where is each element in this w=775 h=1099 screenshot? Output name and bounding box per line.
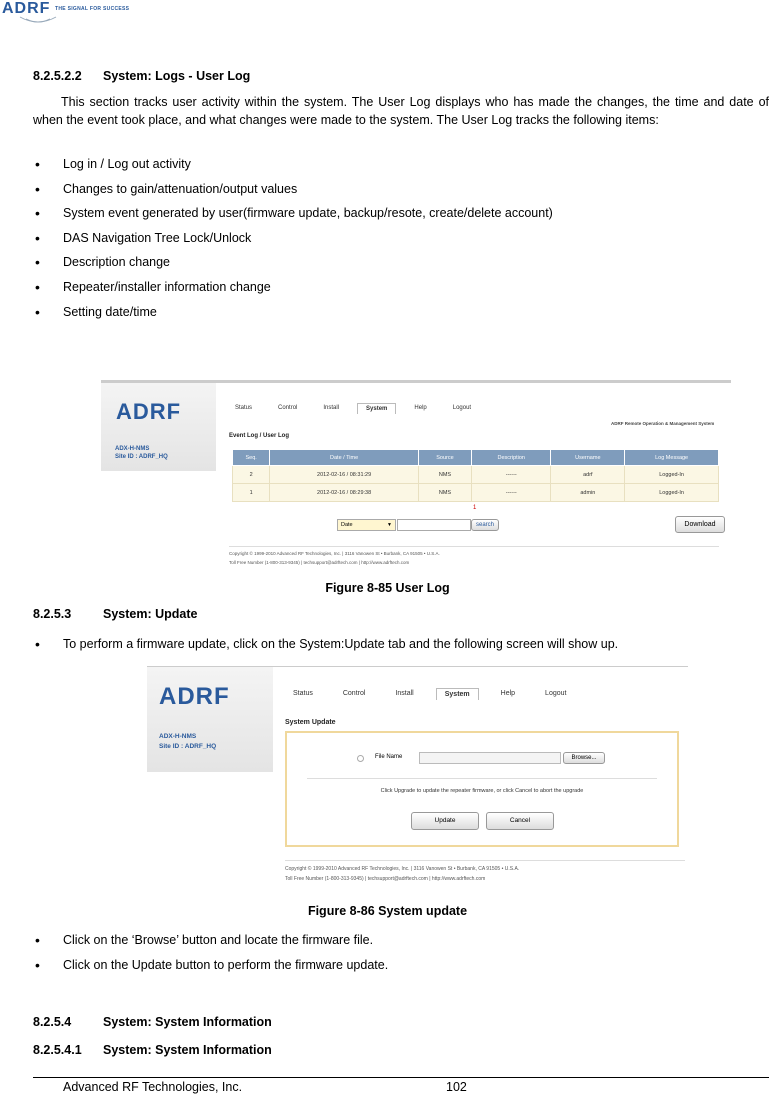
cell: NMS: [418, 484, 471, 502]
cell: Logged-In: [625, 484, 719, 502]
cell: ------: [472, 484, 551, 502]
cell: NMS: [418, 466, 471, 484]
company-logo: [0, 0, 130, 30]
logo-text: ADRF: [2, 0, 51, 17]
list-item: • DAS Navigation Tree Lock/Unlock: [33, 231, 769, 256]
list-item: • Repeater/installer information change: [33, 280, 769, 305]
nav-tabs: [285, 688, 588, 700]
list-item: • System event generated by user(firmware update, backup/resote, create/delete account): [33, 206, 769, 231]
column-header: Log Message: [625, 450, 719, 466]
tab-help[interactable]: Help: [500, 690, 516, 697]
section-heading: [33, 607, 197, 621]
column-header: Source: [418, 450, 471, 466]
column-header: Seq.: [233, 450, 270, 466]
section-number: 8.2.5.2.2: [33, 69, 82, 83]
site-name: ADX-H-NMS: [115, 446, 150, 452]
figure-caption: Figure 8-86 System update: [307, 904, 468, 918]
logo-tagline: THE SIGNAL FOR SUCCESS: [55, 6, 130, 12]
column-header: Description: [472, 450, 551, 466]
cell: adrf: [551, 466, 625, 484]
page-number: 102: [446, 1080, 467, 1094]
copyright-info: [229, 546, 719, 567]
update-button[interactable]: Update: [411, 812, 479, 830]
section-heading: [33, 1015, 272, 1029]
cancel-button[interactable]: Cancel: [486, 812, 554, 830]
divider: [307, 778, 657, 779]
search-button[interactable]: search: [471, 519, 499, 531]
system-name: ADRF Remote Operation & Management System: [611, 421, 715, 426]
copyright-text: Copyright © 1999-2010 Advanced RF Technologies, Inc. | 3116 Vanowen St • Burbank, CA 91505 • U.S.A.: [285, 866, 520, 872]
screenshot-logo: ADRF: [116, 399, 182, 424]
table-header: [233, 450, 719, 466]
screenshot-logo: ADRF: [159, 683, 230, 710]
cell: 2: [233, 466, 270, 484]
tab-logout[interactable]: Logout: [545, 690, 567, 697]
tab-control[interactable]: Control: [342, 690, 366, 697]
radio-icon[interactable]: [357, 755, 364, 762]
table-row: [233, 484, 719, 502]
section-heading: [33, 69, 250, 83]
list-item: • Setting date/time: [33, 305, 769, 330]
nav-tabs: [227, 403, 489, 414]
signal-arcs-icon: [18, 15, 58, 27]
update-instruction: Click Upgrade to update the repeater firmware, or click Cancel to abort the upgrade: [380, 788, 584, 794]
figure-caption: Figure 8-85 User Log: [325, 581, 450, 595]
update-instructions-list: [33, 933, 769, 982]
cell: 2012-02-16 / 08:29:38: [270, 484, 419, 502]
tracked-items-list: [33, 157, 769, 329]
list-item: • Click on the Update button to perform the firmware update.: [33, 958, 769, 983]
section-number: 8.2.5.4: [33, 1015, 72, 1029]
copyright-info: [285, 860, 685, 884]
tab-logout[interactable]: Logout: [452, 405, 472, 411]
tab-help[interactable]: Help: [414, 405, 427, 411]
browse-button[interactable]: Browse...: [563, 752, 605, 764]
user-log-table: [232, 449, 719, 502]
list-item: • Click on the ‘Browse’ button and locate the firmware file.: [33, 933, 769, 958]
section-title: System Update: [285, 719, 336, 726]
download-button[interactable]: Download: [675, 516, 725, 533]
tab-install[interactable]: Install: [323, 405, 340, 411]
tab-system[interactable]: System: [436, 688, 479, 700]
page-number-link[interactable]: 1: [473, 505, 477, 511]
tab-status[interactable]: Status: [235, 405, 253, 411]
section-title: Event Log / User Log: [229, 433, 290, 439]
section-paragraph: This section tracks user activity within the system. The User Log displays who has made the changes, the time and date of when the event took place, and what changes were made to the system. The User Log tracks the following items:: [33, 95, 769, 127]
site-name: ADX-H-NMS: [159, 733, 197, 740]
list-item: • To perform a firmware update, click on the System:Update tab and the following screen will show up.: [33, 637, 769, 662]
section-heading: [33, 1043, 272, 1057]
section-number: 8.2.5.4.1: [33, 1043, 82, 1057]
section-number: 8.2.5.3: [33, 607, 72, 621]
column-header: Username: [551, 450, 625, 466]
footer-divider: [33, 1077, 769, 1078]
section-title: System: System Information: [103, 1015, 272, 1029]
copyright-text: Copyright © 1999-2010 Advanced RF Technologies, Inc. | 3116 Vanowen St • Burbank, CA 91505 • U.S.A.: [229, 551, 440, 556]
user-log-screenshot: [101, 380, 731, 573]
filter-select[interactable]: [337, 519, 396, 531]
table-row: [233, 466, 719, 484]
cell: 2012-02-16 / 08:31:29: [270, 466, 419, 484]
section-title: System: Update: [103, 607, 198, 621]
contact-text: Toll Free Number (1-800-313-9345) | techsupport@adrftech.com | http://www.adrftech.com: [285, 876, 486, 882]
tab-system[interactable]: System: [357, 403, 396, 414]
section-title: System: System Information: [103, 1043, 272, 1057]
update-steps-list: [33, 637, 769, 662]
list-item: • Description change: [33, 255, 769, 280]
update-panel: [285, 731, 679, 847]
cell: admin: [551, 484, 625, 502]
search-input[interactable]: [397, 519, 471, 531]
list-item: • Log in / Log out activity: [33, 157, 769, 182]
site-id: Site ID : ADRF_HQ: [159, 743, 217, 750]
cell: Logged-In: [625, 466, 719, 484]
filter-select-value: Date: [341, 522, 353, 528]
footer-company: Advanced RF Technologies, Inc.: [63, 1080, 243, 1094]
file-name-label: File Name: [375, 754, 403, 760]
site-info: [115, 445, 168, 461]
chevron-down-icon: ▼: [387, 522, 392, 528]
system-update-screenshot: [147, 666, 688, 893]
cell: ------: [472, 466, 551, 484]
column-header: Date / Time: [270, 450, 419, 466]
tab-install[interactable]: Install: [395, 690, 414, 697]
file-name-field[interactable]: [419, 752, 561, 764]
site-id: Site ID : ADRF_HQ: [115, 454, 168, 460]
site-info: [159, 732, 216, 752]
tab-status[interactable]: Status: [293, 690, 313, 697]
section-title: System: Logs - User Log: [103, 69, 251, 83]
contact-text: Toll Free Number (1-800-313-9345) | techsupport@adrftech.com | http://www.adrftech.com: [229, 560, 410, 565]
cell: 1: [233, 484, 270, 502]
list-item: • Changes to gain/attenuation/output values: [33, 182, 769, 207]
tab-control[interactable]: Control: [278, 405, 298, 411]
